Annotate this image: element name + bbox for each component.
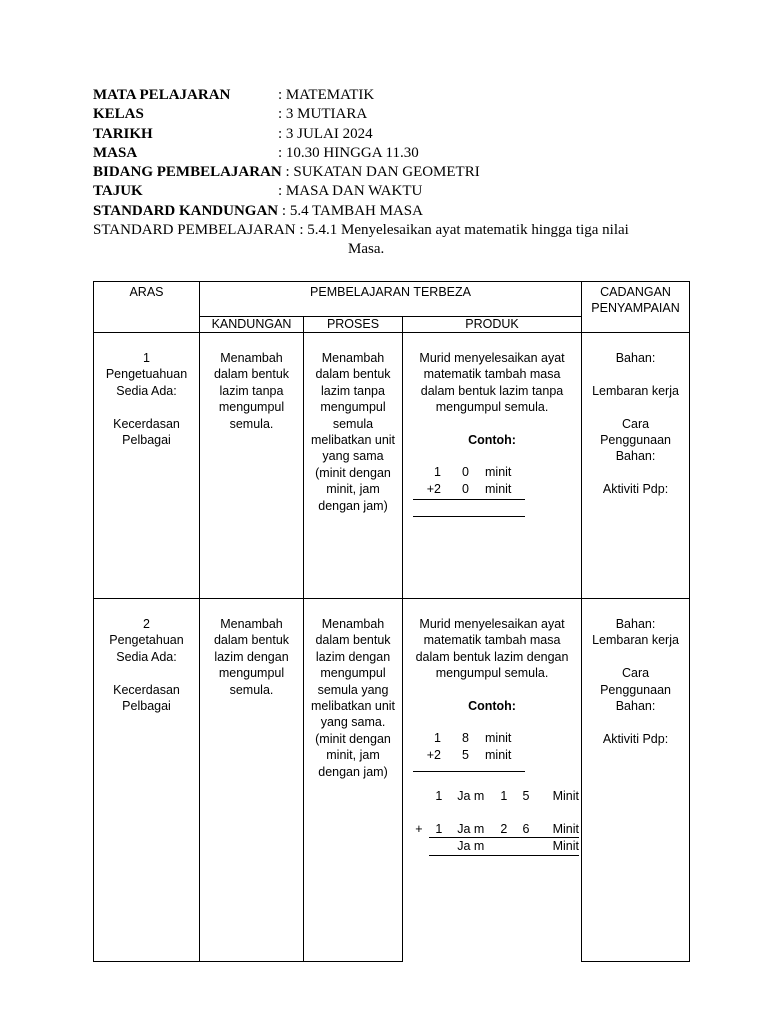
example-unit: Ja m xyxy=(449,838,493,855)
proses-note: (minit dengan minit, jam dengan jam) xyxy=(315,731,391,779)
produk-text: Murid menyelesaikan ayat matematik tambah masa dalam bentuk lazim dengan mengumpul semula. xyxy=(415,617,569,681)
example-sum-hours xyxy=(409,788,579,856)
proses-text: Menambah dalam bentuk lazim tanpa mengumpul semula melibatkan unit yang sama xyxy=(310,351,396,464)
example-digit: 0 xyxy=(462,465,469,480)
time-value: : 10.30 HINGGA 11.30 xyxy=(278,144,419,161)
topic-label: TAJUK xyxy=(93,183,143,200)
cara-penggunaan: Cara Penggunaan Bahan: xyxy=(600,666,671,714)
example-sum xyxy=(413,464,525,497)
example-digit: +2 xyxy=(426,481,441,496)
example-unit: minit xyxy=(485,747,512,762)
cara-penggunaan: Cara Penggunaan Bahan: xyxy=(600,416,671,464)
header-cadangan-penyampaian: CADANGAN PENYAMPAIAN xyxy=(582,282,690,333)
learning-standard-continuation: Masa. xyxy=(348,241,385,258)
content-standard-row xyxy=(93,202,693,221)
example-spacer xyxy=(537,805,579,821)
kandungan-cell: Menambah dalam bentuk lazim dengan mengumpul semula. xyxy=(200,599,304,962)
aras-number: 1 xyxy=(143,351,150,365)
example-spacer xyxy=(429,805,449,821)
example-digit: 5 xyxy=(522,789,530,804)
example-spacer xyxy=(515,805,537,821)
table-header-row xyxy=(94,282,690,317)
example-digit: 1 xyxy=(429,821,449,838)
sum-underline xyxy=(413,771,525,772)
example-digit: 1 xyxy=(500,789,508,804)
example-digit: 6 xyxy=(515,821,537,838)
example-unit: Ja m xyxy=(457,789,485,804)
area-row xyxy=(93,163,693,182)
lesson-header xyxy=(93,86,693,260)
example-digit xyxy=(493,838,515,855)
aras-extra: Kecerdasan Pelbagai xyxy=(113,416,180,448)
aras-number: 2 xyxy=(143,617,150,631)
aras-cell xyxy=(94,333,200,599)
bahan-label: Bahan: xyxy=(615,351,656,365)
subject-label: MATA PELAJARAN xyxy=(93,87,231,103)
subheader-proses: PROSES xyxy=(304,317,403,333)
example-unit: Minit xyxy=(552,789,579,804)
cadangan-cell xyxy=(582,599,690,962)
example-digit: +2 xyxy=(426,747,441,762)
sum-underline xyxy=(413,499,525,500)
bahan-label: Bahan: xyxy=(615,617,656,631)
example-operator xyxy=(409,838,429,855)
date-row xyxy=(93,125,693,144)
aras-title: Pengetuahuan Sedia Ada: xyxy=(105,367,188,398)
proses-cell xyxy=(304,333,403,599)
bahan-item: Lembaran kerja xyxy=(592,383,679,398)
learning-standard-label: STANDARD PEMBELAJARAN xyxy=(93,222,296,239)
example-digit: 5 xyxy=(462,747,469,762)
example-digit: 2 xyxy=(493,821,515,838)
class-row xyxy=(93,105,693,124)
header-aras: ARAS xyxy=(94,282,200,333)
topic-row xyxy=(93,182,693,201)
contoh-label: Contoh: xyxy=(468,699,516,714)
topic-value: : MASA DAN WAKTU xyxy=(278,183,423,200)
example-unit: minit xyxy=(485,731,512,746)
example-operator xyxy=(409,788,429,804)
area-value: : SUKATAN DAN GEOMETRI xyxy=(285,164,480,181)
example-digit xyxy=(429,838,449,855)
table-row xyxy=(94,599,690,962)
example-spacer xyxy=(493,805,515,821)
date-value: : 3 JULAI 2024 xyxy=(278,125,373,142)
example-digit xyxy=(515,838,537,855)
table-row xyxy=(94,333,690,599)
aktiviti-pdp: Aktiviti Pdp: xyxy=(602,482,669,497)
contoh-label: Contoh: xyxy=(468,433,516,448)
example-unit: minit xyxy=(485,465,512,480)
time-row xyxy=(93,144,693,163)
example-spacer xyxy=(449,805,493,821)
aras-extra: Kecerdasan Pelbagai xyxy=(113,682,180,714)
example-sum xyxy=(413,730,525,763)
example-operator: + xyxy=(415,822,423,837)
example-unit: Minit xyxy=(537,821,579,838)
aktiviti-pdp: Aktiviti Pdp: xyxy=(602,731,669,746)
class-label: KELAS xyxy=(93,106,144,123)
example-unit: minit xyxy=(485,481,512,496)
aras-title: Pengetahuan Sedia Ada: xyxy=(109,633,184,664)
subheader-produk: PRODUK xyxy=(403,317,582,333)
aras-cell xyxy=(94,599,200,962)
proses-text: Menambah dalam bentuk lazim dengan mengumpul semula yang melibatkan unit yang sama. xyxy=(310,617,396,730)
date-label: TARIKH xyxy=(93,125,153,142)
learning-standard-value: : 5.4.1 Menyelesaikan ayat matematik hingga tiga nilai xyxy=(299,222,629,239)
proses-cell xyxy=(304,599,403,962)
subject-row xyxy=(93,86,693,105)
produk-text: Murid menyelesaikan ayat matematik tambah masa dalam bentuk lazim tanpa mengumpul semula. xyxy=(419,351,565,415)
example-unit: Ja m xyxy=(449,821,493,838)
class-value: : 3 MUTIARA xyxy=(278,106,368,123)
bahan-item: Lembaran kerja xyxy=(592,633,679,648)
example-unit: Minit xyxy=(537,838,579,855)
kandungan-cell: Menambah dalam bentuk lazim tanpa mengumpul semula. xyxy=(200,333,304,599)
content-standard-value: : 5.4 TAMBAH MASA xyxy=(281,202,423,219)
lesson-table xyxy=(93,281,690,962)
example-digit: 1 xyxy=(434,731,441,746)
learning-standard-row xyxy=(93,221,693,240)
proses-note: (minit dengan minit, jam dengan jam) xyxy=(315,465,391,513)
area-label: BIDANG PEMBELAJARAN xyxy=(93,164,282,181)
example-operator xyxy=(409,805,429,821)
subject-value: : MATEMATIK xyxy=(278,87,375,103)
produk-cell xyxy=(403,599,582,962)
example-digit: 1 xyxy=(434,465,441,480)
content-standard-label: STANDARD KANDUNGAN xyxy=(93,202,279,219)
cadangan-cell xyxy=(582,333,690,599)
sum-answer-line xyxy=(413,516,525,517)
header-pembelajaran-terbeza: PEMBELAJARAN TERBEZA xyxy=(200,282,582,317)
example-digit: 0 xyxy=(462,481,469,496)
subheader-kandungan: KANDUNGAN xyxy=(200,317,304,333)
example-digit: 1 xyxy=(435,789,443,804)
time-label: MASA xyxy=(93,144,138,161)
example-digit: 8 xyxy=(462,731,469,746)
produk-cell xyxy=(403,333,582,599)
